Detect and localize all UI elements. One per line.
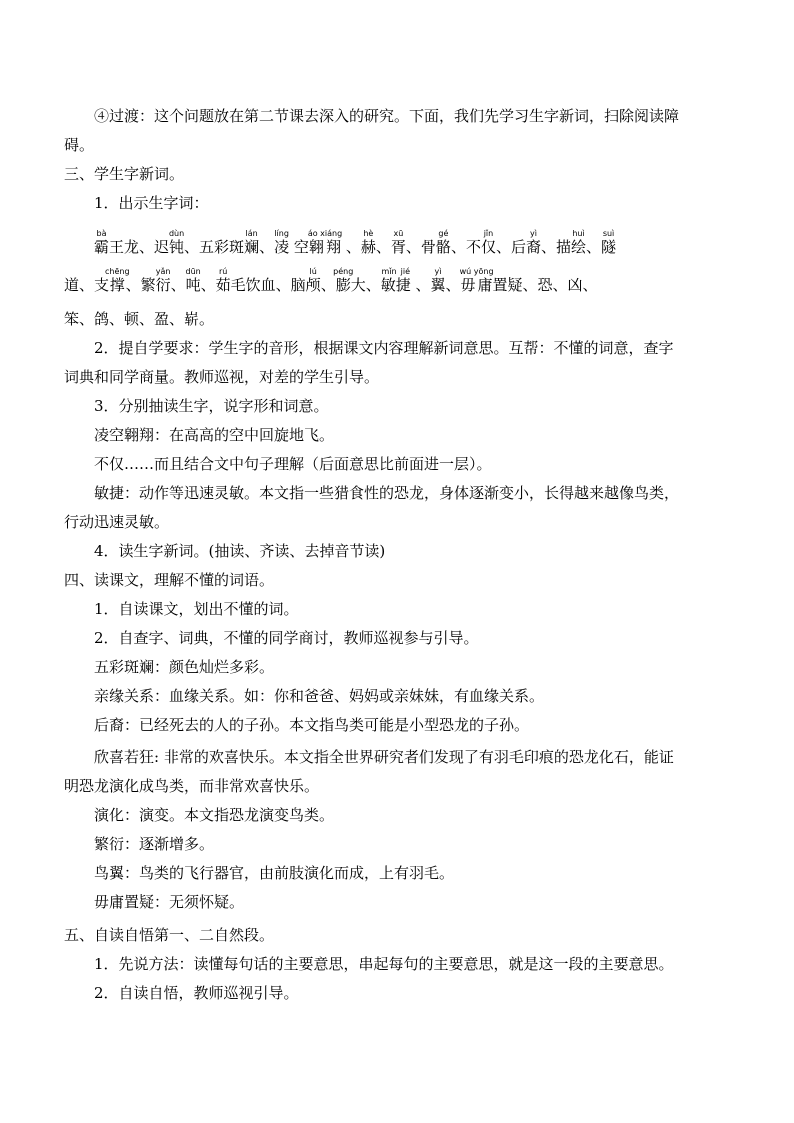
vocab-character: 绘 — [571, 238, 587, 256]
definition-line: 亲缘关系：血缘关系。如：你和爸爸、妈妈或亲妹妹，有血缘关系。 — [94, 687, 545, 705]
vocab-character: 骼 — [435, 238, 451, 256]
definition-line: 繁衍：逐渐增多。 — [94, 835, 215, 853]
section-heading-3: 三、学生字新词。 — [64, 165, 185, 183]
vocab-line-3: 笨、鸽、顿、盈、崭。 — [64, 310, 215, 328]
pinyin-word — [525, 229, 541, 256]
vocab-character: 撑 — [105, 276, 130, 294]
vocab-text: 、 — [586, 238, 602, 256]
vocab-character: 茹 — [215, 276, 231, 294]
pinyin-word — [274, 229, 290, 256]
vocab-text: 、繁 — [125, 276, 156, 294]
pinyin-annotation: dùn — [168, 229, 185, 238]
list-item: 1．自读课文，划出不懂的词。 — [94, 600, 299, 618]
definition-line-cont: 行动迅速灵敏。 — [64, 513, 170, 531]
pinyin-annotation: xū — [390, 229, 406, 238]
vocab-text: 、 — [320, 276, 336, 294]
paragraph-transition: ④过渡：这个问题放在第二节课去深入的研究。下面，我们先学习生字新词，扫除阅读障 — [94, 107, 680, 125]
vocab-character: 衍 — [155, 276, 171, 294]
pinyin-annotation: lán — [244, 229, 260, 238]
list-item: 1．先说方法：读懂每句话的主要意思，串起每句的主要意思，就是这一段的主要意思。 — [94, 955, 674, 973]
vocab-character: 凌 — [274, 238, 290, 256]
pinyin-word — [435, 229, 451, 256]
pinyin-word — [244, 229, 260, 256]
pinyin-annotation: jǐn — [480, 229, 496, 238]
vocab-character: 吨 — [185, 276, 201, 294]
definition-line: 敏捷：动作等迅速灵敏。本文指一些猎食性的恐龙，身体逐渐变小，长得越来越像鸟类， — [94, 484, 680, 502]
paragraph-transition-cont: 碍。 — [64, 136, 95, 154]
pinyin-word — [185, 267, 201, 294]
pinyin-annotation: huì — [571, 229, 587, 238]
section-heading-5: 五、自读自悟第一、二自然段。 — [64, 926, 275, 944]
list-item: 2．自读自悟，教师巡视引导。 — [94, 984, 299, 1002]
pinyin-word — [94, 229, 110, 256]
vocab-text: 、 — [375, 238, 391, 256]
list-item: 3．分别抽读生字，说字形和词意。 — [94, 397, 329, 415]
list-item: 4．读生字新词。(抽读、齐读、去掉音节读) — [94, 542, 386, 560]
pinyin-annotation: gé — [435, 229, 451, 238]
pinyin-annotation: wú yōng — [459, 267, 494, 276]
list-item: 2．自查字、词典，不懂的同学商讨，教师巡视参与引导。 — [94, 629, 479, 647]
vocab-text: 道、支 — [64, 276, 110, 294]
vocab-text: 、 — [170, 276, 186, 294]
pinyin-annotation: áo xiáng — [307, 229, 343, 238]
vocab-text: 王龙、迟 — [109, 238, 170, 256]
pinyin-annotation: chēng — [105, 267, 130, 276]
vocab-line-2 — [64, 267, 732, 293]
pinyin-word — [571, 229, 587, 256]
pinyin-annotation: rú — [215, 267, 231, 276]
vocab-text: 置疑、恐、凶、 — [492, 276, 598, 294]
vocab-text: 、 — [341, 238, 361, 256]
pinyin-word — [480, 229, 496, 256]
vocab-text: 、 — [259, 238, 275, 256]
definition-line: 不仅……而且结合文中句子理解（后面意思比前面进一层）。 — [94, 455, 492, 473]
pinyin-annotation: lú — [305, 267, 321, 276]
pinyin-word — [459, 267, 494, 294]
pinyin-word — [305, 267, 321, 294]
vocab-text: 、 — [200, 276, 216, 294]
vocab-character: 裔 — [525, 238, 541, 256]
pinyin-word — [390, 229, 406, 256]
vocab-character: 翱翔 — [307, 238, 343, 256]
vocab-character: 赫 — [360, 238, 376, 256]
vocab-text: 、五彩斑 — [184, 238, 245, 256]
pinyin-word — [168, 229, 185, 256]
pinyin-word — [360, 229, 376, 256]
pinyin-word — [155, 267, 171, 294]
definition-line: 欣喜若狂: 非常的欢喜快乐。本文指全世界研究者们发现了有羽毛印痕的恐龙化石，能证 — [94, 748, 674, 766]
vocab-text: 毛饮血、脑 — [230, 276, 306, 294]
vocab-character: 毋庸 — [459, 276, 494, 294]
pinyin-annotation: péng — [333, 267, 354, 276]
vocab-character: 仅 — [480, 238, 496, 256]
pinyin-word — [307, 229, 343, 256]
pinyin-annotation: yì — [430, 267, 446, 276]
list-item: 2．提自学要求：学生字的音形，根据课文内容理解新词意思。互帮：不懂的词意，查字 — [94, 339, 674, 357]
pinyin-word — [215, 267, 231, 294]
pinyin-annotation: suì — [601, 229, 617, 238]
pinyin-word — [105, 267, 130, 294]
vocab-text: 、 — [445, 276, 461, 294]
vocab-text: 、后 — [495, 238, 526, 256]
section-heading-4: 四、读课文，理解不懂的词语。 — [64, 571, 275, 589]
pinyin-word — [333, 267, 354, 294]
definition-line: 演化：演变。本文指恐龙演变鸟类。 — [94, 806, 335, 824]
vocab-character: 翼 — [430, 276, 446, 294]
vocab-text: 、不 — [450, 238, 481, 256]
pinyin-annotation: dūn — [185, 267, 201, 276]
vocab-text: 、骨 — [405, 238, 436, 256]
list-item-cont: 词典和同学商量。教师巡视，对差的学生引导。 — [64, 368, 380, 386]
vocab-text: 空 — [289, 238, 309, 256]
list-item: 1．出示生字词： — [94, 194, 209, 212]
pinyin-annotation: yì — [525, 229, 541, 238]
vocab-text: 、 — [410, 276, 431, 294]
definition-line: 五彩斑斓：颜色灿烂多彩。 — [94, 658, 275, 676]
definition-line: 鸟翼：鸟类的飞行器官，由前肢演化而成，上有羽毛。 — [94, 864, 455, 882]
definition-line: 后裔：已经死去的人的子孙。本文指鸟类可能是小型恐龙的子孙。 — [94, 716, 530, 734]
definition-line: 毋庸置疑：无须怀疑。 — [94, 893, 245, 911]
vocab-character: 胥 — [390, 238, 406, 256]
pinyin-annotation: yǎn — [155, 267, 171, 276]
definition-line: 凌空翱翔：在高高的空中回旋地飞。 — [94, 426, 335, 444]
vocab-character: 敏捷 — [380, 276, 411, 294]
vocab-character: 钝 — [168, 238, 185, 256]
vocab-character: 颅 — [305, 276, 321, 294]
pinyin-annotation: líng — [274, 229, 290, 238]
vocab-line-1 — [94, 229, 732, 255]
pinyin-annotation: bà — [94, 229, 110, 238]
vocab-character: 隧 — [601, 238, 617, 256]
pinyin-word — [601, 229, 617, 256]
pinyin-word — [380, 267, 411, 294]
vocab-text: 、描 — [541, 238, 572, 256]
vocab-character: 霸 — [94, 238, 110, 256]
definition-line-cont: 明恐龙演化成鸟类，而非常欢喜快乐。 — [64, 777, 320, 795]
vocab-character: 斓 — [244, 238, 260, 256]
vocab-character: 膨 — [333, 276, 354, 294]
pinyin-annotation: mǐn jié — [380, 267, 411, 276]
pinyin-annotation: hè — [360, 229, 376, 238]
vocab-text: 大、 — [350, 276, 381, 294]
pinyin-word — [430, 267, 446, 294]
